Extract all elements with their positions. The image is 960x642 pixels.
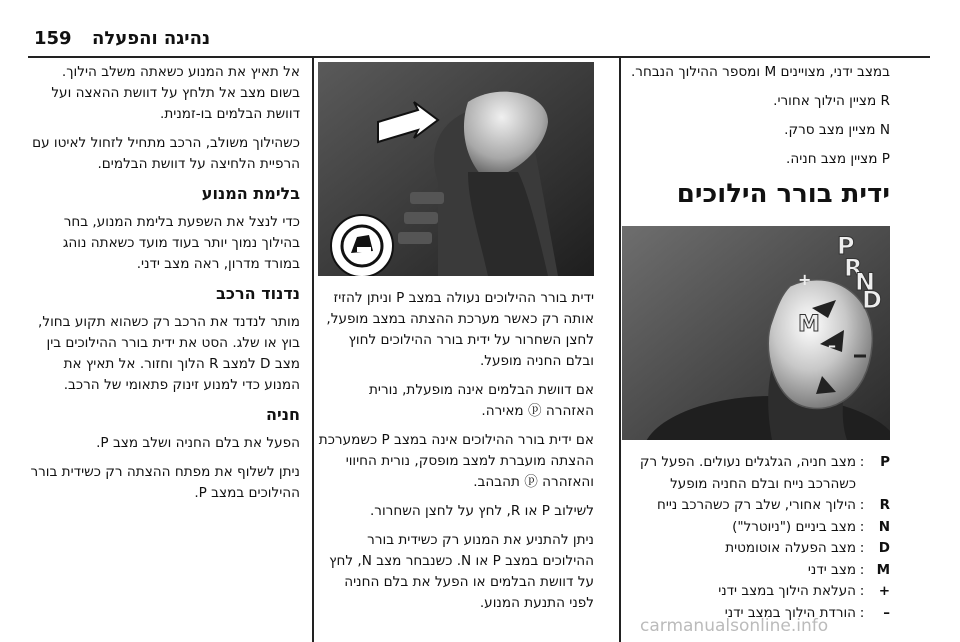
legend-text: מצב חניה, הגלגלים נעולים. הפעל רק כשהרכב נייח ובלם החניה מופעל bbox=[639, 454, 856, 492]
legend-key: P bbox=[880, 454, 890, 470]
paragraph: מותר לנדנד את הרכב רק כשהוא תקוע בחול, בוץ או שלג. הסט את ידית בורר ההילוכים בין מצב D למצב R הלוך וחזור. אל תאיץ את המנוע כדי למנוע זינוק פתאומי של הרכב. bbox=[38, 314, 300, 393]
gear-legend bbox=[622, 452, 890, 624]
paragraph: הפעל את בלם החניה ושלב מצב P. bbox=[96, 435, 300, 451]
column-divider-right bbox=[619, 58, 621, 642]
legend-colon: : bbox=[859, 561, 865, 578]
paragraph: ניתן לשלוף את מפתח ההצתה רק כשידית בורר ההילוכים במצב P. bbox=[30, 464, 300, 501]
legend-row bbox=[622, 452, 890, 495]
paragraph: לשילוב P או R, לחץ על לחצן השחרור. bbox=[369, 503, 594, 519]
subheading: נדנוד הרכב bbox=[216, 284, 300, 303]
legend-text: הילוך אחורי, שלב רק כשהרכב נייח bbox=[657, 497, 856, 513]
paragraph: ידית בורר ההילוכים נעולה במצב P וניתן להזיז אותה רק כאשר מערכת ההצתה במצב מופעל, לחצן השחרור על ידית בורר ההילוכים לחוץ ובלם החניה מופעל. bbox=[326, 290, 594, 369]
left-column bbox=[30, 62, 300, 512]
legend-colon: : bbox=[859, 497, 865, 513]
legend-row bbox=[622, 517, 890, 539]
subheading: בלימת המנוע bbox=[201, 184, 300, 203]
legend-text: מצב ידני bbox=[807, 561, 856, 578]
column-divider-left bbox=[312, 58, 314, 642]
paragraph: כדי לנצל את השפעת בלימת המנוע, בחר בהילוך נמוך יותר בעוד מועד כשאתה נוהג במורד מדרון, ראה מצב ידני. bbox=[62, 214, 300, 272]
legend-key: M bbox=[876, 561, 890, 578]
legend-row bbox=[622, 538, 890, 560]
gear-label-n: N bbox=[855, 268, 876, 296]
paragraph: ניתן להתניע את המנוע רק כשידית בורר ההילוכים במצב P או N. כשנבחר מצב N, לחץ על דוושת הבלמים או הפעל את בלם החניה לפני התנעת המנוע. bbox=[329, 532, 594, 611]
middle-column bbox=[318, 288, 594, 622]
legend-key: D bbox=[878, 540, 890, 556]
release-button-photo bbox=[318, 62, 594, 276]
legend-colon: : bbox=[859, 540, 865, 556]
gear-label-minus: – bbox=[828, 336, 836, 355]
gear-label-m: M bbox=[798, 312, 820, 337]
legend-text: מצב הפעלה אוטומטית bbox=[725, 540, 856, 556]
gear-label-d: D bbox=[862, 286, 882, 314]
watermark: carmanualsonline.info bbox=[640, 616, 829, 636]
page-number: 159 bbox=[34, 28, 72, 49]
legend-key: – bbox=[883, 604, 890, 621]
legend-key: + bbox=[878, 583, 890, 599]
paragraph: כשהילוך משולב, הרכב מתחיל לזחול לאיטו עם הרפיית הלחיצה על דוושת הבלמים. bbox=[32, 135, 300, 172]
gear-label-p: P bbox=[837, 232, 855, 260]
paragraph: P מציין מצב חניה. bbox=[786, 151, 890, 167]
paragraph: במצב ידני, מצויינים M ומספר ההילוך הנבחר. bbox=[630, 64, 890, 80]
page-title: נהיגה והפעלה bbox=[92, 28, 211, 49]
legend-text: מצב ביניים ("ניוטרל") bbox=[732, 518, 856, 535]
legend-key: N bbox=[878, 518, 890, 535]
legend-colon: : bbox=[859, 454, 865, 470]
section-heading: ידית בורר הילוכים bbox=[676, 179, 890, 209]
gear-label-r: R bbox=[844, 254, 863, 282]
gear-selector-photo bbox=[622, 226, 890, 440]
legend-text: הורדת הילוך במצב ידני bbox=[724, 604, 856, 621]
paragraph: N מציין מצב סרק. bbox=[784, 122, 890, 138]
legend-row bbox=[622, 581, 890, 603]
paragraph: אם דוושת הבלמים אינה מופעלת, נורית האזהרה ⓟ מאירה. bbox=[368, 382, 594, 419]
legend-key: R bbox=[879, 497, 890, 513]
paragraph: R מציין הילוך אחורי. bbox=[773, 93, 890, 109]
legend-row bbox=[622, 560, 890, 582]
legend-colon: : bbox=[859, 604, 865, 621]
paragraph: אל תאיץ את המנוע כשאתה משלב הילוך. בשום מצב אל תלחץ על דוושת ההאצה ועל דוושת הבלמים בו-זמנית. bbox=[51, 64, 300, 122]
legend-text: העלאת הילוך במצב ידני bbox=[718, 583, 856, 599]
page-header bbox=[0, 0, 960, 56]
park-indicator-icon bbox=[330, 214, 394, 276]
paragraph: אם ידית בורר ההילוכים אינה במצב P כשמערכת ההצתה מועברת למצב מופסק, נורית החיווי והאזהרה ⓟ תהבהב. bbox=[318, 432, 594, 490]
legend-colon: : bbox=[859, 518, 865, 535]
header-rule bbox=[28, 56, 930, 58]
legend-row bbox=[622, 495, 890, 517]
legend-colon: : bbox=[859, 583, 865, 599]
gear-label-plus: + bbox=[798, 270, 812, 289]
subheading: חניה bbox=[266, 405, 300, 424]
right-column bbox=[622, 62, 890, 219]
